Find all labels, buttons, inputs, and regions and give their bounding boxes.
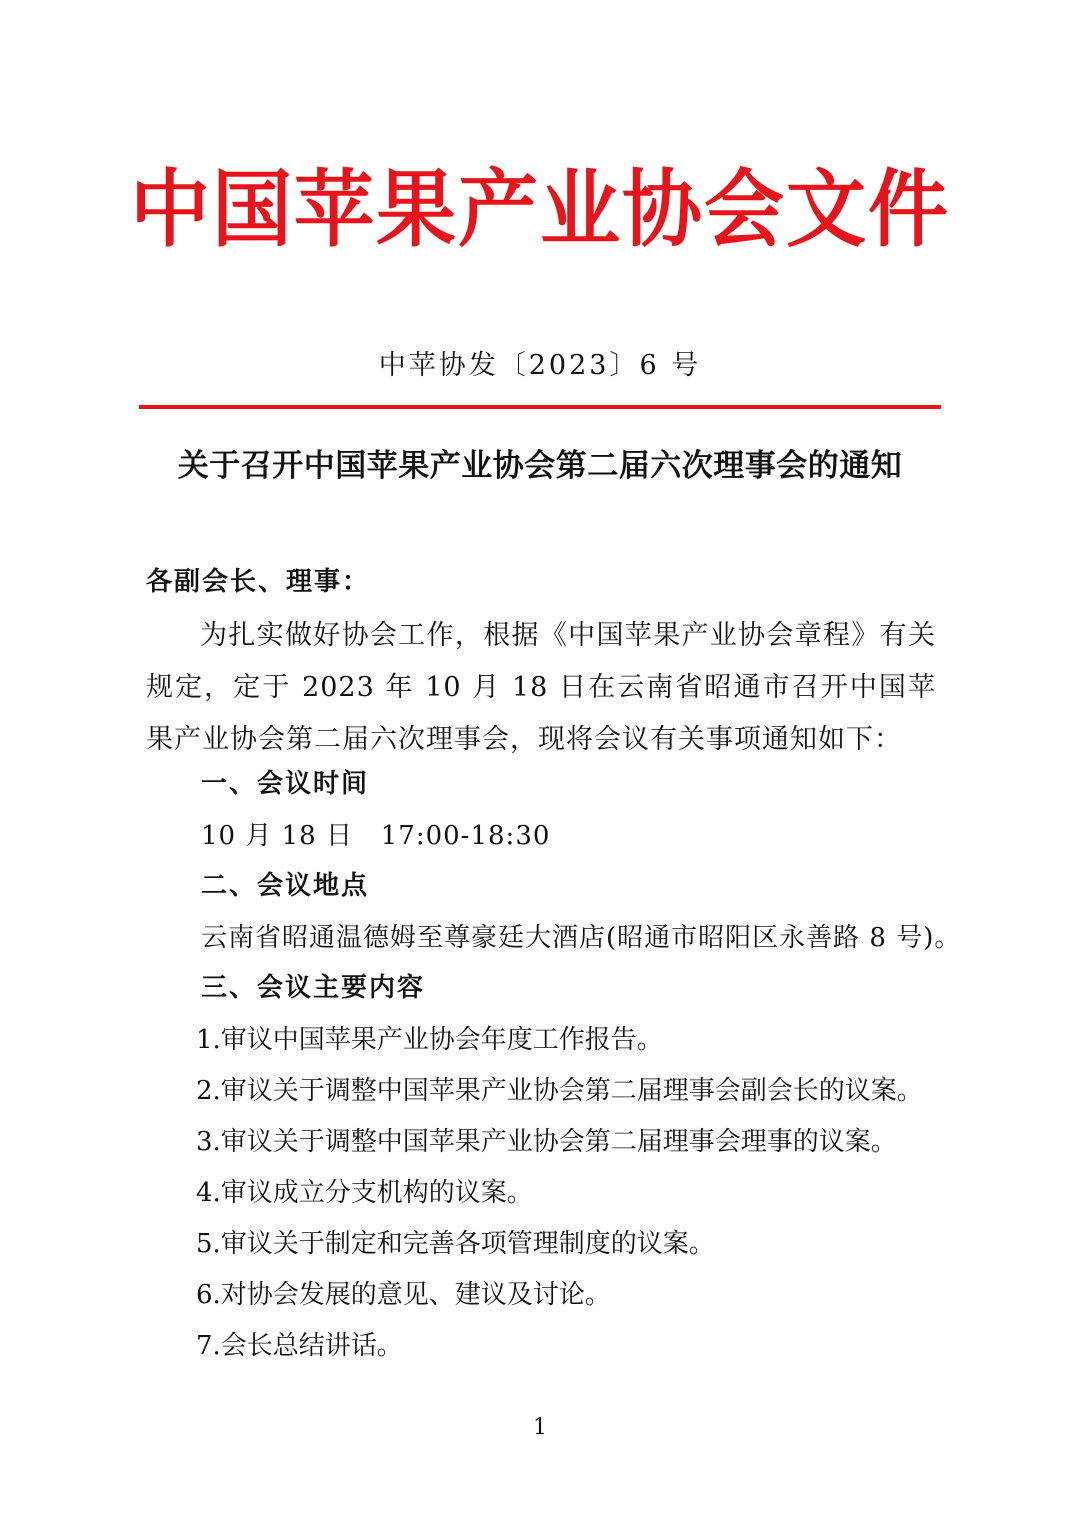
salutation: 各副会长、理事： (146, 567, 371, 597)
agenda-item: 3.审议关于调整中国苹果产业协会第二届理事会理事的议案。 (196, 1127, 897, 1157)
masthead-title: 中国苹果产业协会文件 (130, 160, 950, 259)
agenda-item: 2.审议关于调整中国苹果产业协会第二届理事会副会长的议案。 (196, 1076, 923, 1106)
agenda-item: 7.会长总结讲话。 (196, 1331, 403, 1361)
page-number: 1 (533, 1415, 547, 1440)
red-divider-line (139, 405, 941, 409)
section-text-location: 云南省昭通温德姆至尊豪廷大酒店(昭通市昭阳区永善路 8 号)。 (201, 923, 962, 953)
section-heading-agenda: 三、会议主要内容 (201, 973, 426, 1003)
section-heading-time: 一、会议时间 (201, 769, 370, 799)
notice-title: 关于召开中国苹果产业协会第二届六次理事会的通知 (177, 448, 903, 484)
section-heading-location: 二、会议地点 (201, 871, 370, 901)
agenda-item: 4.审议成立分支机构的议案。 (196, 1178, 533, 1208)
document-number: 中苹协发〔2023〕6 号 (378, 350, 702, 381)
agenda-item: 1.审议中国苹果产业协会年度工作报告。 (196, 1025, 663, 1055)
agenda-item: 6.对协会发展的意见、建议及讨论。 (196, 1280, 611, 1310)
intro-paragraph: 为扎实做好协会工作，根据《中国苹果产业协会章程》有关规定，定于 2023 年 10 月 18 日在云南省昭通市召开中国苹果产业协会第二届六次理事会，现将会议有关事项通知如下： (146, 620, 936, 755)
agenda-item: 5.审议关于制定和完善各项管理制度的议案。 (196, 1229, 715, 1259)
section-text-time: 10 月 18 日 17:00-18:30 (201, 821, 551, 851)
